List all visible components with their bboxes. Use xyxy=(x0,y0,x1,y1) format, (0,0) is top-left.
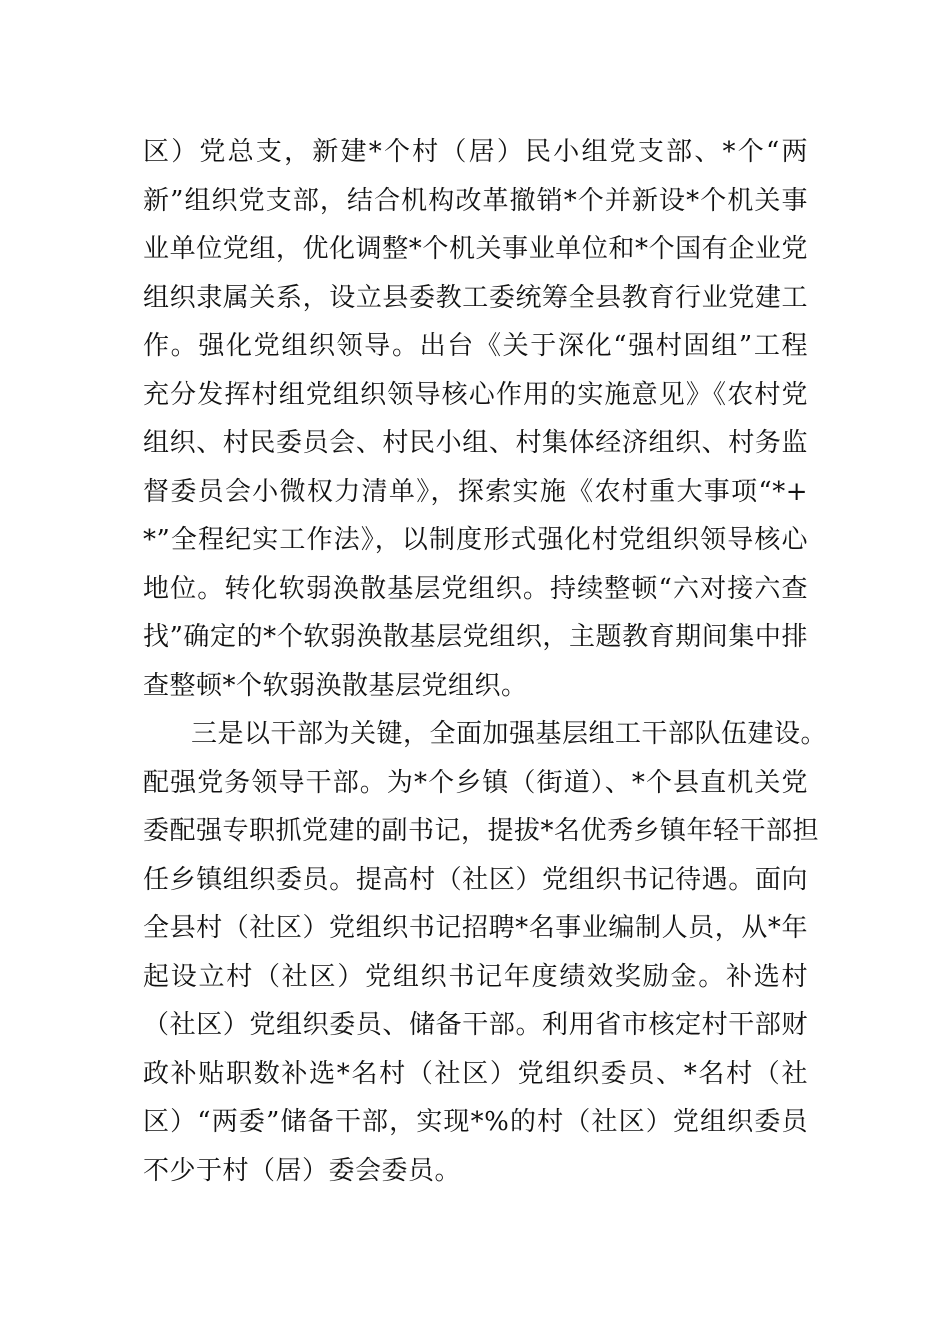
body-text xyxy=(143,128,828,1195)
text-line: 区）党总支，新建*个村（居）民小组党支部、*个“两 xyxy=(143,137,808,167)
text-line: 委配强专职抓党建的副书记，提拔*名优秀乡镇年轻干部担 xyxy=(143,816,820,846)
text-line: 区）“两委”储备干部，实现*%的村（社区）党组织委员 xyxy=(143,1107,808,1137)
paragraph-2 xyxy=(143,710,828,1195)
text-line: 全县村（社区）党组织书记招聘*名事业编制人员，从*年 xyxy=(143,913,808,943)
text-line: 找”确定的*个软弱涣散基层党组织，主题教育期间集中排 xyxy=(143,622,808,652)
paragraph-1 xyxy=(143,128,808,710)
text-line: 组织、村民委员会、村民小组、村集体经济组织、村务监 xyxy=(143,428,808,458)
text-line: 政补贴职数补选*名村（社区）党组织委员、*名村（社 xyxy=(143,1058,808,1089)
text-line: 地位。转化软弱涣散基层党组织。持续整顿“六对接六查 xyxy=(143,573,808,604)
text-line: 查整顿*个软弱涣散基层党组织。 xyxy=(143,670,528,701)
text-line: 任乡镇组织委员。提高村（社区）党组织书记待遇。面向 xyxy=(143,864,808,895)
text-line: 业单位党组，优化调整*个机关事业单位和*个国有企业党 xyxy=(143,234,808,264)
text-line: *”全程纪实工作法》，以制度形式强化村党组织领导核心 xyxy=(143,525,808,555)
text-line: 不少于村（居）委会委员。 xyxy=(143,1155,462,1186)
text-line: 作。强化党组织领导。出台《关于深化“强村固组”工程 xyxy=(143,331,808,361)
text-line: 三是以干部为关键，全面加强基层组工干部队伍建设。 xyxy=(191,719,828,749)
text-line: 起设立村（社区）党组织书记年度绩效奖励金。补选村 xyxy=(143,961,808,992)
text-line: 组织隶属关系，设立县委教工委统筹全县教育行业党建工 xyxy=(143,282,808,313)
text-line: 新”组织党支部，结合机构改革撤销*个并新设*个机关事 xyxy=(143,185,808,216)
text-line: 督委员会小微权力清单》，探索实施《农村重大事项“*+ xyxy=(143,476,808,507)
text-line: 配强党务领导干部。为*个乡镇（街道）、*个县直机关党 xyxy=(143,767,808,798)
text-line: （社区）党组织委员、储备干部。利用省市核定村干部财 xyxy=(143,1010,808,1040)
text-line: 充分发挥村组党组织领导核心作用的实施意见》《农村党 xyxy=(143,379,808,410)
